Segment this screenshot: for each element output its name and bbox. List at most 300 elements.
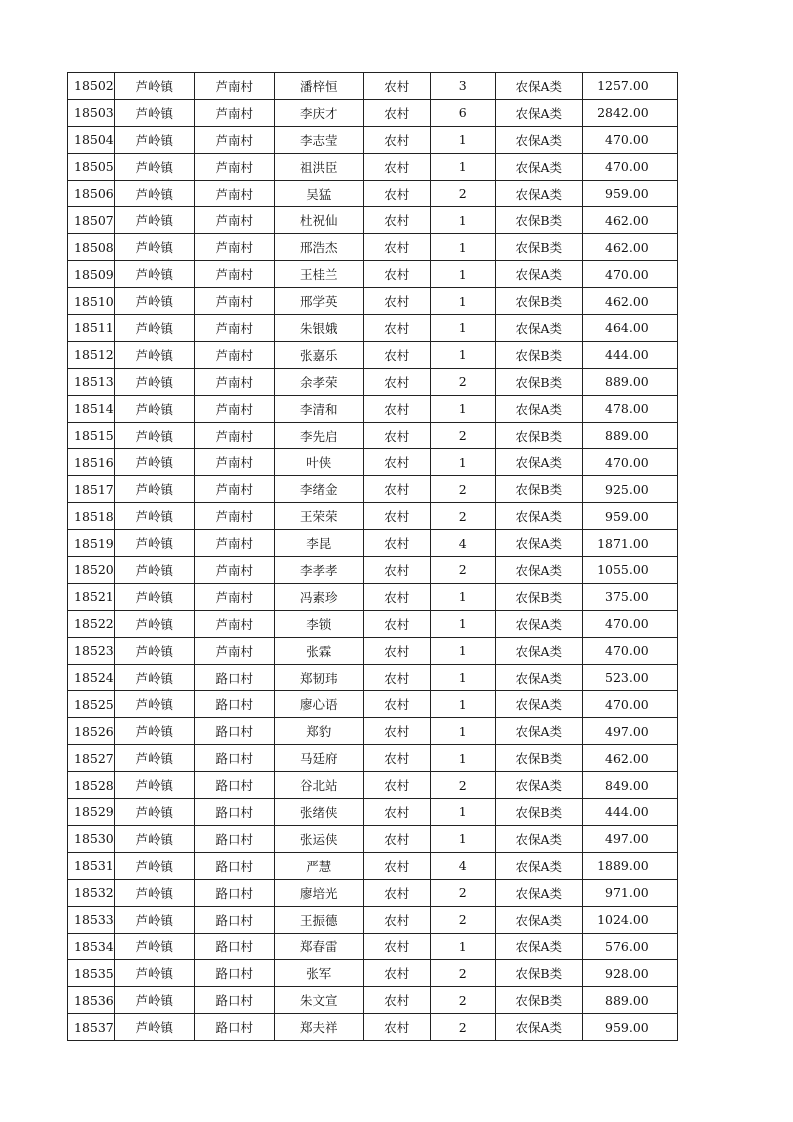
record-id-cell: 18536	[68, 987, 115, 1014]
insurance-category-cell: 农保A类	[495, 261, 582, 288]
household-size-cell: 2	[430, 557, 495, 584]
record-id-cell: 18534	[68, 933, 115, 960]
household-size-cell: 1	[430, 825, 495, 852]
name-cell: 杜祝仙	[274, 207, 363, 234]
insurance-category-cell: 农保B类	[495, 745, 582, 772]
amount-cell: 2842.00	[582, 99, 677, 126]
village-cell: 芦南村	[194, 449, 274, 476]
table-row	[68, 126, 678, 153]
area-type-cell: 农村	[363, 449, 430, 476]
area-type-cell: 农村	[363, 799, 430, 826]
town-cell: 芦岭镇	[114, 987, 194, 1014]
name-cell: 廖心语	[274, 691, 363, 718]
record-id-cell: 18525	[68, 691, 115, 718]
town-cell: 芦岭镇	[114, 261, 194, 288]
village-cell: 芦南村	[194, 583, 274, 610]
town-cell: 芦岭镇	[114, 718, 194, 745]
amount-cell: 1889.00	[582, 852, 677, 879]
area-type-cell: 农村	[363, 395, 430, 422]
area-type-cell: 农村	[363, 610, 430, 637]
insurance-category-cell: 农保A类	[495, 691, 582, 718]
insurance-category-cell: 农保A类	[495, 180, 582, 207]
amount-cell: 889.00	[582, 422, 677, 449]
village-cell: 芦南村	[194, 341, 274, 368]
area-type-cell: 农村	[363, 261, 430, 288]
table-row	[68, 960, 678, 987]
insurance-category-cell: 农保B类	[495, 288, 582, 315]
village-cell: 芦南村	[194, 610, 274, 637]
town-cell: 芦岭镇	[114, 557, 194, 584]
name-cell: 祖洪臣	[274, 153, 363, 180]
amount-cell: 470.00	[582, 691, 677, 718]
table-row	[68, 530, 678, 557]
household-size-cell: 4	[430, 530, 495, 557]
record-id-cell: 18512	[68, 341, 115, 368]
household-size-cell: 6	[430, 99, 495, 126]
area-type-cell: 农村	[363, 73, 430, 100]
village-cell: 芦南村	[194, 368, 274, 395]
table-row	[68, 153, 678, 180]
town-cell: 芦岭镇	[114, 180, 194, 207]
village-cell: 芦南村	[194, 315, 274, 342]
record-id-cell: 18522	[68, 610, 115, 637]
table-row	[68, 557, 678, 584]
record-id-cell: 18518	[68, 503, 115, 530]
record-id-cell: 18526	[68, 718, 115, 745]
name-cell: 李清和	[274, 395, 363, 422]
town-cell: 芦岭镇	[114, 637, 194, 664]
amount-cell: 462.00	[582, 745, 677, 772]
town-cell: 芦岭镇	[114, 395, 194, 422]
area-type-cell: 农村	[363, 476, 430, 503]
town-cell: 芦岭镇	[114, 422, 194, 449]
record-id-cell: 18537	[68, 1014, 115, 1041]
table-row	[68, 261, 678, 288]
insurance-category-cell: 农保B类	[495, 341, 582, 368]
town-cell: 芦岭镇	[114, 288, 194, 315]
insurance-category-cell: 农保A类	[495, 772, 582, 799]
table-row	[68, 772, 678, 799]
table-row	[68, 341, 678, 368]
area-type-cell: 农村	[363, 664, 430, 691]
record-id-cell: 18524	[68, 664, 115, 691]
area-type-cell: 农村	[363, 691, 430, 718]
village-cell: 芦南村	[194, 261, 274, 288]
town-cell: 芦岭镇	[114, 73, 194, 100]
amount-cell: 470.00	[582, 261, 677, 288]
record-id-cell: 18521	[68, 583, 115, 610]
table-row	[68, 288, 678, 315]
table-row	[68, 99, 678, 126]
name-cell: 马廷府	[274, 745, 363, 772]
name-cell: 谷北站	[274, 772, 363, 799]
area-type-cell: 农村	[363, 1014, 430, 1041]
table-row	[68, 449, 678, 476]
record-id-cell: 18529	[68, 799, 115, 826]
name-cell: 李绪金	[274, 476, 363, 503]
insurance-category-cell: 农保B类	[495, 799, 582, 826]
record-id-cell: 18532	[68, 879, 115, 906]
record-id-cell: 18530	[68, 825, 115, 852]
town-cell: 芦岭镇	[114, 825, 194, 852]
household-size-cell: 1	[430, 610, 495, 637]
household-size-cell: 1	[430, 933, 495, 960]
village-cell: 芦南村	[194, 476, 274, 503]
amount-cell: 1024.00	[582, 906, 677, 933]
name-cell: 廖培光	[274, 879, 363, 906]
insurance-category-cell: 农保B类	[495, 960, 582, 987]
insurance-category-cell: 农保A类	[495, 906, 582, 933]
area-type-cell: 农村	[363, 557, 430, 584]
record-id-cell: 18517	[68, 476, 115, 503]
benefit-roster-table	[67, 72, 678, 1041]
insurance-category-cell: 农保A类	[495, 610, 582, 637]
name-cell: 李先启	[274, 422, 363, 449]
amount-cell: 959.00	[582, 180, 677, 207]
town-cell: 芦岭镇	[114, 1014, 194, 1041]
town-cell: 芦岭镇	[114, 341, 194, 368]
household-size-cell: 1	[430, 449, 495, 476]
record-id-cell: 18503	[68, 99, 115, 126]
amount-cell: 444.00	[582, 799, 677, 826]
area-type-cell: 农村	[363, 637, 430, 664]
village-cell: 路口村	[194, 906, 274, 933]
name-cell: 冯素珍	[274, 583, 363, 610]
town-cell: 芦岭镇	[114, 691, 194, 718]
name-cell: 李志莹	[274, 126, 363, 153]
record-id-cell: 18535	[68, 960, 115, 987]
amount-cell: 462.00	[582, 207, 677, 234]
insurance-category-cell: 农保A类	[495, 852, 582, 879]
table-row	[68, 476, 678, 503]
town-cell: 芦岭镇	[114, 530, 194, 557]
amount-cell: 470.00	[582, 126, 677, 153]
household-size-cell: 2	[430, 180, 495, 207]
area-type-cell: 农村	[363, 530, 430, 557]
area-type-cell: 农村	[363, 825, 430, 852]
name-cell: 严慧	[274, 852, 363, 879]
household-size-cell: 1	[430, 664, 495, 691]
town-cell: 芦岭镇	[114, 772, 194, 799]
table-row	[68, 73, 678, 100]
table-row	[68, 691, 678, 718]
area-type-cell: 农村	[363, 718, 430, 745]
insurance-category-cell: 农保A类	[495, 449, 582, 476]
record-id-cell: 18508	[68, 234, 115, 261]
table-row	[68, 368, 678, 395]
area-type-cell: 农村	[363, 933, 430, 960]
record-id-cell: 18523	[68, 637, 115, 664]
record-id-cell: 18520	[68, 557, 115, 584]
household-size-cell: 2	[430, 503, 495, 530]
amount-cell: 959.00	[582, 503, 677, 530]
village-cell: 芦南村	[194, 126, 274, 153]
table-row	[68, 610, 678, 637]
record-id-cell: 18515	[68, 422, 115, 449]
amount-cell: 497.00	[582, 718, 677, 745]
name-cell: 郑夫祥	[274, 1014, 363, 1041]
amount-cell: 523.00	[582, 664, 677, 691]
table-row	[68, 395, 678, 422]
amount-cell: 1871.00	[582, 530, 677, 557]
insurance-category-cell: 农保A类	[495, 664, 582, 691]
name-cell: 张绪侠	[274, 799, 363, 826]
table-row	[68, 207, 678, 234]
household-size-cell: 2	[430, 906, 495, 933]
amount-cell: 889.00	[582, 368, 677, 395]
table-row	[68, 1014, 678, 1041]
household-size-cell: 2	[430, 772, 495, 799]
insurance-category-cell: 农保A类	[495, 530, 582, 557]
village-cell: 芦南村	[194, 422, 274, 449]
table-row	[68, 933, 678, 960]
area-type-cell: 农村	[363, 852, 430, 879]
area-type-cell: 农村	[363, 987, 430, 1014]
town-cell: 芦岭镇	[114, 207, 194, 234]
village-cell: 路口村	[194, 772, 274, 799]
household-size-cell: 1	[430, 637, 495, 664]
record-id-cell: 18513	[68, 368, 115, 395]
amount-cell: 1055.00	[582, 557, 677, 584]
table-row	[68, 718, 678, 745]
insurance-category-cell: 农保A类	[495, 637, 582, 664]
record-id-cell: 18505	[68, 153, 115, 180]
name-cell: 张运侠	[274, 825, 363, 852]
name-cell: 潘梓恒	[274, 73, 363, 100]
area-type-cell: 农村	[363, 288, 430, 315]
table-row	[68, 234, 678, 261]
name-cell: 李庆才	[274, 99, 363, 126]
town-cell: 芦岭镇	[114, 664, 194, 691]
town-cell: 芦岭镇	[114, 933, 194, 960]
town-cell: 芦岭镇	[114, 99, 194, 126]
household-size-cell: 2	[430, 422, 495, 449]
village-cell: 芦南村	[194, 395, 274, 422]
village-cell: 路口村	[194, 825, 274, 852]
insurance-category-cell: 农保A类	[495, 126, 582, 153]
record-id-cell: 18516	[68, 449, 115, 476]
household-size-cell: 2	[430, 368, 495, 395]
household-size-cell: 1	[430, 745, 495, 772]
amount-cell: 462.00	[582, 234, 677, 261]
table-row	[68, 799, 678, 826]
household-size-cell: 1	[430, 315, 495, 342]
insurance-category-cell: 农保B类	[495, 368, 582, 395]
household-size-cell: 1	[430, 799, 495, 826]
name-cell: 王振德	[274, 906, 363, 933]
table-row	[68, 503, 678, 530]
record-id-cell: 18531	[68, 852, 115, 879]
area-type-cell: 农村	[363, 583, 430, 610]
household-size-cell: 1	[430, 207, 495, 234]
amount-cell: 470.00	[582, 637, 677, 664]
area-type-cell: 农村	[363, 234, 430, 261]
area-type-cell: 农村	[363, 422, 430, 449]
village-cell: 路口村	[194, 664, 274, 691]
insurance-category-cell: 农保B类	[495, 234, 582, 261]
town-cell: 芦岭镇	[114, 503, 194, 530]
record-id-cell: 18507	[68, 207, 115, 234]
amount-cell: 478.00	[582, 395, 677, 422]
amount-cell: 928.00	[582, 960, 677, 987]
amount-cell: 959.00	[582, 1014, 677, 1041]
table-row	[68, 664, 678, 691]
name-cell: 郑豹	[274, 718, 363, 745]
record-id-cell: 18533	[68, 906, 115, 933]
insurance-category-cell: 农保A类	[495, 879, 582, 906]
household-size-cell: 1	[430, 341, 495, 368]
record-id-cell: 18510	[68, 288, 115, 315]
amount-cell: 470.00	[582, 610, 677, 637]
insurance-category-cell: 农保A类	[495, 395, 582, 422]
name-cell: 李孝孝	[274, 557, 363, 584]
record-id-cell: 18509	[68, 261, 115, 288]
table-row	[68, 906, 678, 933]
insurance-category-cell: 农保A类	[495, 825, 582, 852]
amount-cell: 462.00	[582, 288, 677, 315]
town-cell: 芦岭镇	[114, 745, 194, 772]
table-row	[68, 583, 678, 610]
area-type-cell: 农村	[363, 207, 430, 234]
household-size-cell: 1	[430, 395, 495, 422]
insurance-category-cell: 农保A类	[495, 718, 582, 745]
area-type-cell: 农村	[363, 906, 430, 933]
name-cell: 张军	[274, 960, 363, 987]
table-row	[68, 637, 678, 664]
table-row	[68, 825, 678, 852]
village-cell: 路口村	[194, 960, 274, 987]
table-row	[68, 879, 678, 906]
household-size-cell: 1	[430, 583, 495, 610]
household-size-cell: 1	[430, 126, 495, 153]
village-cell: 路口村	[194, 718, 274, 745]
area-type-cell: 农村	[363, 315, 430, 342]
name-cell: 郑春雷	[274, 933, 363, 960]
amount-cell: 470.00	[582, 449, 677, 476]
name-cell: 郑韧玮	[274, 664, 363, 691]
household-size-cell: 2	[430, 476, 495, 503]
name-cell: 叶侠	[274, 449, 363, 476]
town-cell: 芦岭镇	[114, 906, 194, 933]
household-size-cell: 1	[430, 234, 495, 261]
village-cell: 芦南村	[194, 637, 274, 664]
record-id-cell: 18514	[68, 395, 115, 422]
town-cell: 芦岭镇	[114, 610, 194, 637]
insurance-category-cell: 农保B类	[495, 207, 582, 234]
area-type-cell: 农村	[363, 772, 430, 799]
household-size-cell: 4	[430, 852, 495, 879]
amount-cell: 470.00	[582, 153, 677, 180]
village-cell: 路口村	[194, 879, 274, 906]
town-cell: 芦岭镇	[114, 449, 194, 476]
name-cell: 朱银娥	[274, 315, 363, 342]
area-type-cell: 农村	[363, 153, 430, 180]
insurance-category-cell: 农保A类	[495, 315, 582, 342]
amount-cell: 849.00	[582, 772, 677, 799]
village-cell: 芦南村	[194, 234, 274, 261]
area-type-cell: 农村	[363, 99, 430, 126]
name-cell: 邢浩杰	[274, 234, 363, 261]
table-row	[68, 852, 678, 879]
amount-cell: 971.00	[582, 879, 677, 906]
insurance-category-cell: 农保A类	[495, 1014, 582, 1041]
household-size-cell: 1	[430, 718, 495, 745]
insurance-category-cell: 农保A类	[495, 153, 582, 180]
amount-cell: 444.00	[582, 341, 677, 368]
village-cell: 芦南村	[194, 557, 274, 584]
household-size-cell: 3	[430, 73, 495, 100]
amount-cell: 375.00	[582, 583, 677, 610]
insurance-category-cell: 农保A类	[495, 99, 582, 126]
area-type-cell: 农村	[363, 368, 430, 395]
amount-cell: 497.00	[582, 825, 677, 852]
table-body	[68, 73, 678, 1041]
name-cell: 李昆	[274, 530, 363, 557]
town-cell: 芦岭镇	[114, 583, 194, 610]
insurance-category-cell: 农保B类	[495, 422, 582, 449]
town-cell: 芦岭镇	[114, 153, 194, 180]
name-cell: 张霖	[274, 637, 363, 664]
area-type-cell: 农村	[363, 341, 430, 368]
area-type-cell: 农村	[363, 503, 430, 530]
record-id-cell: 18504	[68, 126, 115, 153]
area-type-cell: 农村	[363, 960, 430, 987]
household-size-cell: 1	[430, 691, 495, 718]
record-id-cell: 18506	[68, 180, 115, 207]
table-row	[68, 180, 678, 207]
household-size-cell: 2	[430, 987, 495, 1014]
amount-cell: 889.00	[582, 987, 677, 1014]
household-size-cell: 2	[430, 960, 495, 987]
table-row	[68, 422, 678, 449]
village-cell: 路口村	[194, 799, 274, 826]
village-cell: 芦南村	[194, 503, 274, 530]
record-id-cell: 18527	[68, 745, 115, 772]
insurance-category-cell: 农保A类	[495, 73, 582, 100]
town-cell: 芦岭镇	[114, 234, 194, 261]
household-size-cell: 2	[430, 879, 495, 906]
name-cell: 吴猛	[274, 180, 363, 207]
name-cell: 余孝荣	[274, 368, 363, 395]
town-cell: 芦岭镇	[114, 879, 194, 906]
village-cell: 路口村	[194, 745, 274, 772]
household-size-cell: 1	[430, 288, 495, 315]
insurance-category-cell: 农保A类	[495, 557, 582, 584]
area-type-cell: 农村	[363, 180, 430, 207]
insurance-category-cell: 农保B类	[495, 987, 582, 1014]
town-cell: 芦岭镇	[114, 368, 194, 395]
village-cell: 芦南村	[194, 99, 274, 126]
town-cell: 芦岭镇	[114, 852, 194, 879]
table-row	[68, 315, 678, 342]
name-cell: 朱文宣	[274, 987, 363, 1014]
village-cell: 芦南村	[194, 73, 274, 100]
record-id-cell: 18519	[68, 530, 115, 557]
town-cell: 芦岭镇	[114, 126, 194, 153]
name-cell: 王桂兰	[274, 261, 363, 288]
village-cell: 芦南村	[194, 207, 274, 234]
area-type-cell: 农村	[363, 879, 430, 906]
name-cell: 邢学英	[274, 288, 363, 315]
amount-cell: 464.00	[582, 315, 677, 342]
record-id-cell: 18528	[68, 772, 115, 799]
area-type-cell: 农村	[363, 126, 430, 153]
table-row	[68, 987, 678, 1014]
village-cell: 路口村	[194, 933, 274, 960]
household-size-cell: 2	[430, 1014, 495, 1041]
area-type-cell: 农村	[363, 745, 430, 772]
town-cell: 芦岭镇	[114, 315, 194, 342]
